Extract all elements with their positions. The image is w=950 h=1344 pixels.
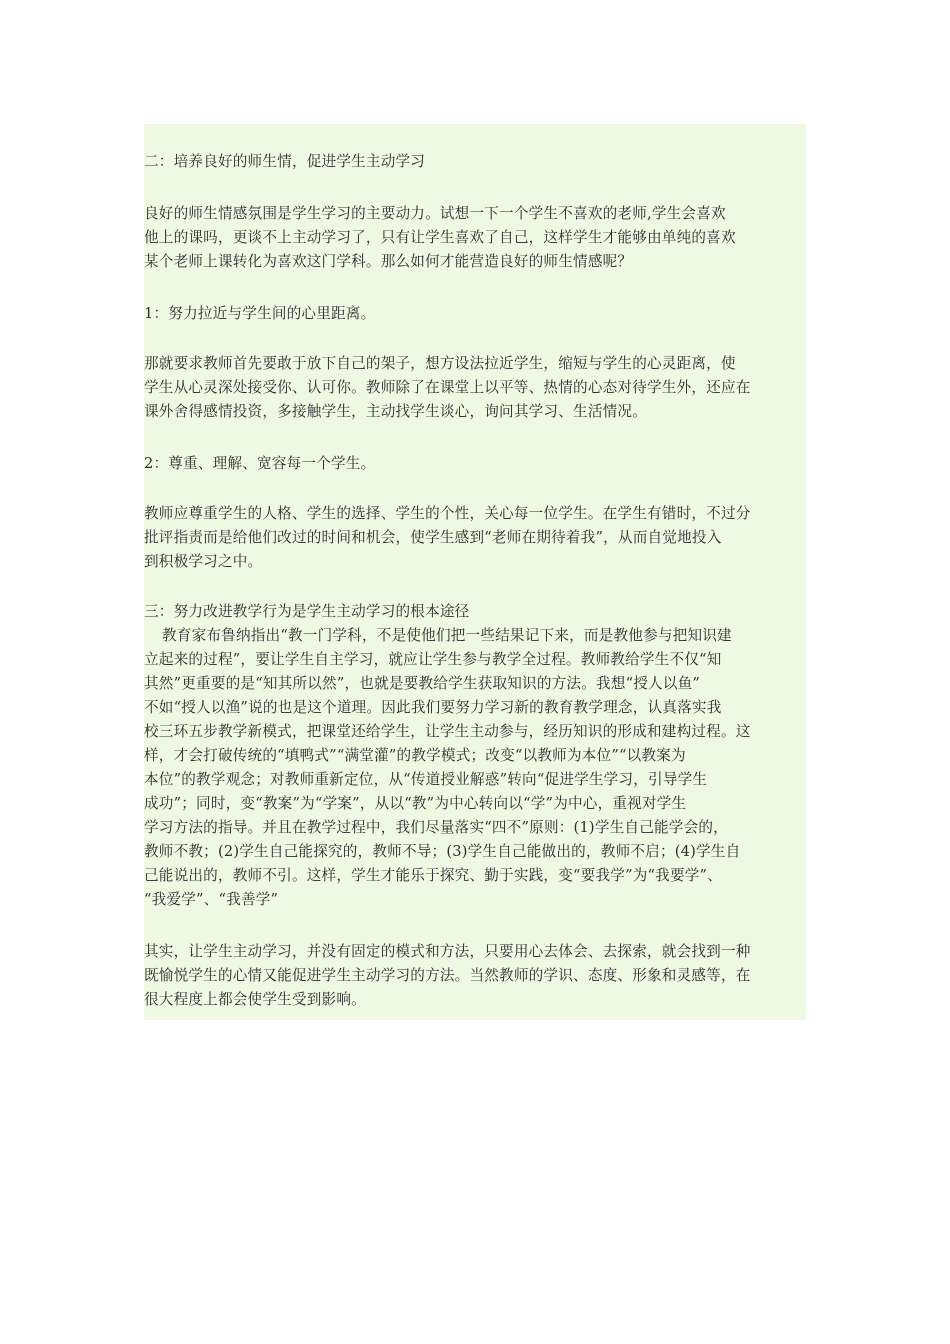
point-1-body-line-2: 学生从心灵深处接受你、认可你。教师除了在课堂上以平等、热情的心态对待学生外，还应在 [144, 379, 751, 396]
point-1-body-line-3: 课外舍得感情投资，多接触学生，主动找学生谈心，询问其学习、生活情况。 [144, 403, 647, 420]
section-2-heading: 二：培养良好的师生情，促进学生主动学习 [144, 153, 426, 170]
point-1-title: 1：努力拉近与学生间的心里距离。 [144, 305, 376, 322]
conclusion-line-1: 其实，让学生主动学习，并没有固定的模式和方法，只要用心去体会、去探索，就会找到一种 [144, 943, 751, 960]
point-2-body-line-1: 教师应尊重学生的人格、学生的选择、学生的个性，关心每一位学生。在学生有错时，不过分 [144, 505, 751, 522]
conclusion-line-3: 很大程度上都会使学生受到影响。 [144, 991, 366, 1008]
section-3-body-line-3: 其然”更重要的是“知其所以然”，也就是要教给学生获取知识的方法。我想“授人以鱼” [144, 675, 701, 692]
article-body [144, 124, 806, 1020]
section-3-body-line-1: 教育家布鲁纳指出“教一门学科，不是使他们把一些结果记下来，而是教他参与把知识建 [162, 627, 732, 644]
point-2-body-line-3: 到积极学习之中。 [144, 553, 263, 570]
section-3-body-line-5: 校三环五步教学新模式，把课堂还给学生，让学生主动参与，经历知识的形成和建构过程。这 [144, 723, 751, 740]
section-3-body-line-12: “我爱学”、“我善学” [144, 891, 279, 908]
section-3-body-line-6: 样，才会打破传统的“填鸭式”“满堂灌”的教学模式；改变“以教师为本位”“以教案为 [144, 747, 686, 764]
section-3-body-line-8: 成功”；同时，变“教案”为“学案”，从以“教”为中心转向以“学”为中心，重视对学生 [144, 795, 687, 812]
section-2-intro-line-2: 他上的课吗，更谈不上主动学习了，只有让学生喜欢了自己，这样学生才能够由单纯的喜欢 [144, 229, 736, 246]
section-2-intro-line-3: 某个老师上课转化为喜欢这门学科。那么如何才能营造良好的师生情感呢？ [144, 253, 633, 270]
point-2-title: 2：尊重、理解、宽容每一个学生。 [144, 455, 376, 472]
section-3-body-line-4: 不如“授人以渔”说的也是这个道理。因此我们要努力学习新的教育教学理念，认真落实我 [144, 699, 722, 716]
point-1-body-line-1: 那就要求教师首先要敢于放下自己的架子，想方设法拉近学生，缩短与学生的心灵距离，使 [144, 355, 736, 372]
section-2-intro-line-1: 良好的师生情感氛围是学生学习的主要动力。试想一下一个学生不喜欢的老师,学生会喜欢 [144, 205, 726, 222]
point-2-body-line-2: 批评指责而是给他们改过的时间和机会，使学生感到“老师在期待着我”，从而自觉地投入 [144, 529, 722, 546]
section-3-body-line-9: 学习方法的指导。并且在教学过程中，我们尽量落实“四不”原则：(1)学生自己能学会的， [144, 819, 728, 836]
conclusion-line-2: 既愉悦学生的心情又能促进学生主动学习的方法。当然教师的学识、态度、形象和灵感等，在 [144, 967, 751, 984]
section-3-body-line-11: 己能说出的，教师不引。这样，学生才能乐于探究、勤于实践，变“要我学”为“我要学”、 [144, 867, 723, 884]
section-3-body-line-7: 本位”的教学观念；对教师重新定位，从“传道授业解惑”转向“促进学生学习，引导学生 [144, 771, 708, 788]
section-3-body-line-10: 教师不教；(2)学生自己能探究的，教师不导；(3)学生自己能做出的，教师不启；(4)学生自 [144, 843, 741, 860]
section-3-heading: 三：努力改进教学行为是学生主动学习的根本途径 [144, 603, 470, 620]
section-3-body-line-2: 立起来的过程”，要让学生自主学习，就应让学生参与教学全过程。教师教给学生不仅“知 [144, 651, 722, 668]
